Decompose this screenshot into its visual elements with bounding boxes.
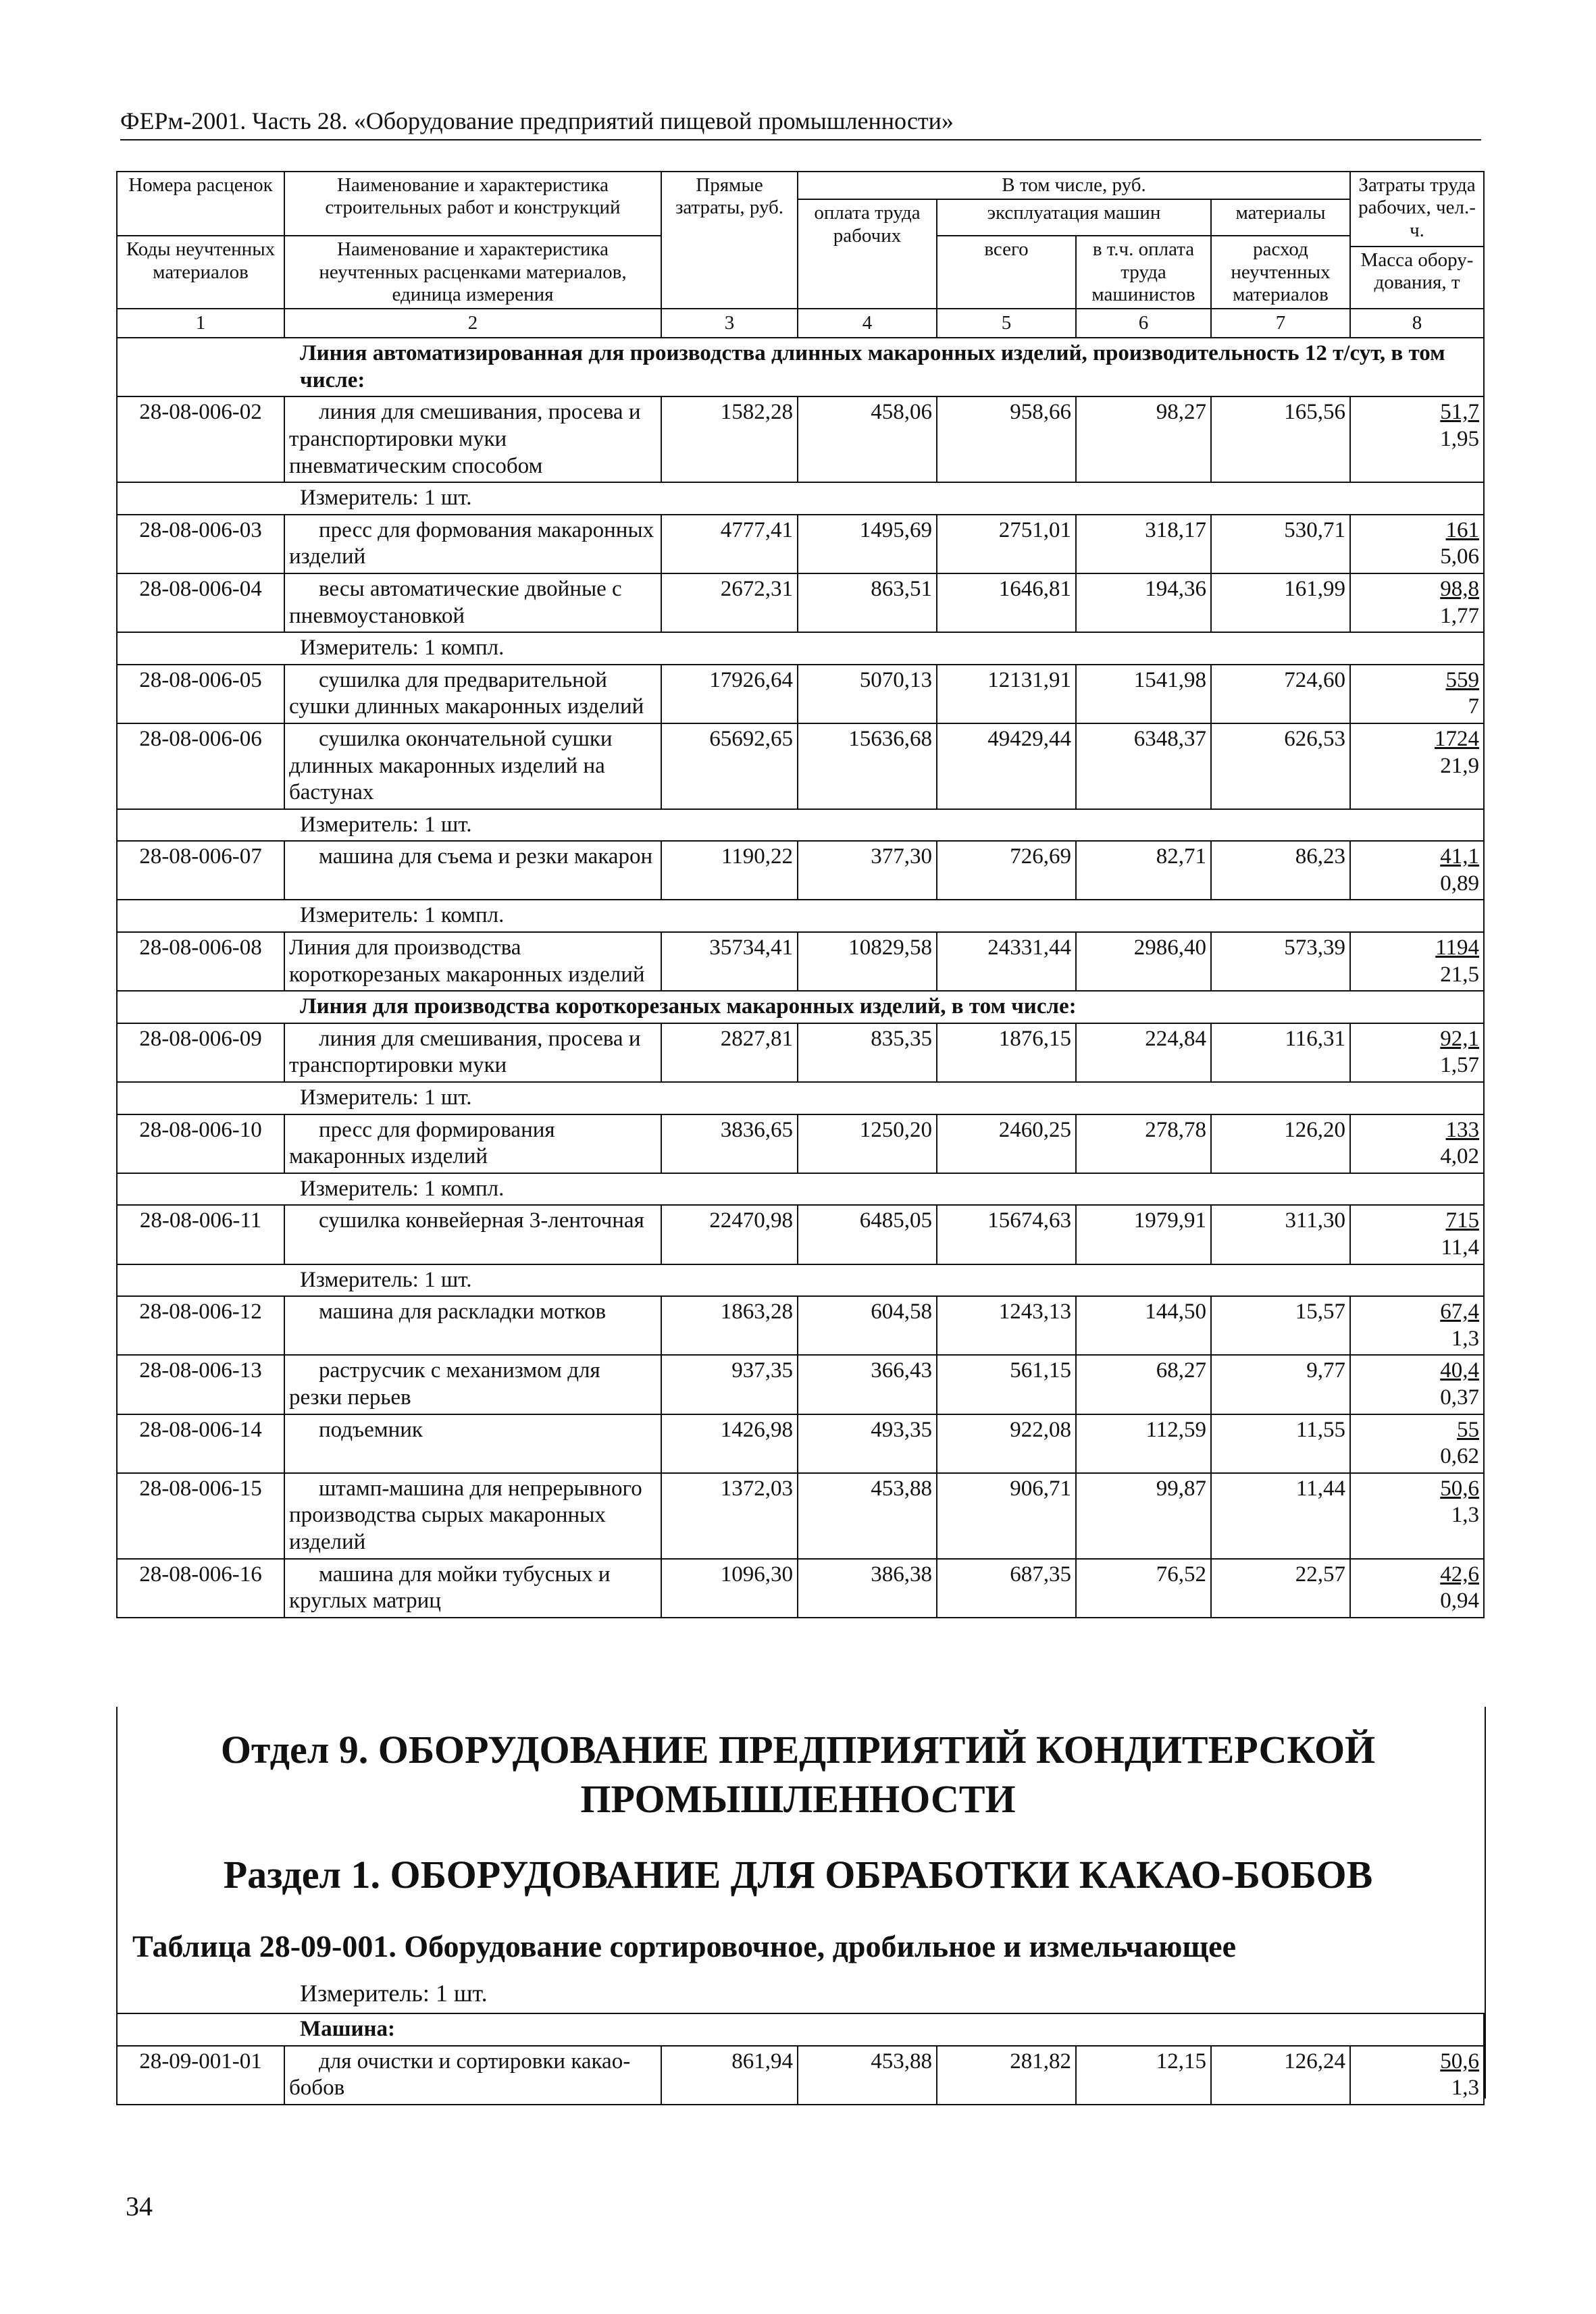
labor-costs: 67,4 — [1440, 1300, 1479, 1325]
table-row — [117, 1023, 1484, 1082]
department-heading: Отдел 9. ОБОРУДОВАНИЕ ПРЕДПРИЯТИЙ КОНДИТЕРСКОЙ ПРОМЫШЛЕННОСТИ — [220, 1728, 1376, 1821]
rate-name: линия для смешивания, просева и транспортировки муки пневматическим способом — [284, 396, 661, 482]
rate-name: линия для смешивания, просева и транспортировки муки — [284, 1023, 661, 1082]
machines-total: 958,66 — [937, 396, 1076, 482]
material-use: 573,39 — [1211, 932, 1350, 991]
machines-total: 15674,63 — [937, 1205, 1076, 1264]
labor-and-mass — [1350, 841, 1484, 900]
header-rate-numbers: Номера расценок — [117, 172, 284, 236]
machines-total: 2751,01 — [937, 515, 1076, 573]
material-use: 724,60 — [1211, 665, 1350, 723]
labor-costs: 1724 — [1435, 726, 1479, 751]
machines-total: 1243,13 — [937, 1296, 1076, 1355]
rate-name: машина для раскладки мотков — [284, 1296, 661, 1355]
worker-pay: 453,88 — [798, 1473, 937, 1559]
machinist-pay: 278,78 — [1076, 1114, 1211, 1173]
material-use: 126,20 — [1211, 1114, 1350, 1173]
labor-costs: 51,7 — [1440, 400, 1479, 425]
direct-costs: 1372,03 — [661, 1473, 798, 1559]
machinist-pay: 1979,91 — [1076, 1205, 1211, 1264]
direct-costs: 861,94 — [661, 2046, 798, 2105]
labor-costs: 41,1 — [1440, 844, 1479, 869]
machines-total: 922,08 — [937, 1414, 1076, 1473]
equipment-mass: 0,37 — [1440, 1385, 1479, 1410]
rate-name: Линия для производства короткорезаных макаронных изделий — [284, 932, 661, 991]
header-machinist-pay: в т.ч. оплата труда машинистов — [1076, 236, 1211, 309]
equipment-mass: 1,3 — [1451, 2076, 1480, 2101]
table-row — [117, 932, 1484, 991]
header-material-use: расход неучтенных материалов — [1211, 236, 1350, 309]
labor-and-mass — [1350, 515, 1484, 573]
direct-costs: 2827,81 — [661, 1023, 798, 1082]
machinist-pay: 194,36 — [1076, 573, 1211, 632]
header-material-codes: Коды неучтенных материалов — [117, 236, 284, 309]
worker-pay: 835,35 — [798, 1023, 937, 1082]
column-numbers-row — [117, 309, 1484, 338]
direct-costs: 2672,31 — [661, 573, 798, 632]
material-use: 11,55 — [1211, 1414, 1350, 1473]
rate-code: 28-08-006-13 — [117, 1355, 284, 1414]
worker-pay: 377,30 — [798, 841, 937, 900]
worker-pay: 366,43 — [798, 1355, 937, 1414]
table-title: Таблица 28-09-001. Оборудование сортировочное, дробильное и измельчающее — [132, 1929, 1237, 1963]
rate-name: для очистки и сортировки какао-бобов — [284, 2046, 661, 2105]
rate-code: 28-08-006-16 — [117, 1559, 284, 1618]
table-row — [117, 1114, 1484, 1173]
group-heading: Линия для производства короткорезаных макаронных изделий, в том числе: — [117, 991, 1484, 1023]
labor-and-mass — [1350, 2046, 1484, 2105]
machinist-pay: 99,87 — [1076, 1473, 1211, 1559]
rate-name: сушилка конвейерная 3-ленточная — [284, 1205, 661, 1264]
machines-total: 561,15 — [937, 1355, 1076, 1414]
labor-costs: 161 — [1445, 517, 1479, 542]
rate-code: 28-08-006-02 — [117, 396, 284, 482]
machinist-pay: 76,52 — [1076, 1559, 1211, 1618]
worker-pay: 6485,05 — [798, 1205, 937, 1264]
table-row — [117, 841, 1484, 900]
machines-total: 24331,44 — [937, 932, 1076, 991]
group-row — [117, 2013, 1484, 2046]
worker-pay: 10829,58 — [798, 932, 937, 991]
labor-and-mass — [1350, 1414, 1484, 1473]
rate-code: 28-08-006-14 — [117, 1414, 284, 1473]
column-number: 8 — [1350, 309, 1484, 338]
machines-total: 906,71 — [937, 1473, 1076, 1559]
machinist-pay: 224,84 — [1076, 1023, 1211, 1082]
labor-costs: 133 — [1445, 1117, 1479, 1142]
machines-total: 49429,44 — [937, 723, 1076, 809]
measure-label: Измеритель: 1 шт. — [117, 1264, 1484, 1297]
rate-code: 28-08-006-12 — [117, 1296, 284, 1355]
measure-row — [117, 809, 1484, 842]
worker-pay: 1250,20 — [798, 1114, 937, 1173]
rate-code: 28-09-001-01 — [117, 2046, 284, 2105]
direct-costs: 1863,28 — [661, 1296, 798, 1355]
group-heading-row — [117, 338, 1484, 396]
header-labor-costs: Затраты труда рабочих, чел.-ч. — [1350, 172, 1484, 247]
rate-code: 28-08-006-15 — [117, 1473, 284, 1559]
labor-and-mass — [1350, 396, 1484, 482]
table-row — [117, 1559, 1484, 1618]
direct-costs: 1582,28 — [661, 396, 798, 482]
material-use: 126,24 — [1211, 2046, 1350, 2105]
machinist-pay: 2986,40 — [1076, 932, 1211, 991]
material-use: 15,57 — [1211, 1296, 1350, 1355]
cocoa-equipment-table — [116, 2013, 1485, 2105]
measure-row — [117, 1082, 1484, 1114]
labor-costs: 92,1 — [1440, 1026, 1479, 1051]
labor-and-mass — [1350, 1473, 1484, 1559]
table-row — [117, 396, 1484, 482]
worker-pay: 5070,13 — [798, 665, 937, 723]
table-row — [117, 573, 1484, 632]
rate-code: 28-08-006-07 — [117, 841, 284, 900]
rate-name: сушилка окончательной сушки длинных макаронных изделий на бастунах — [284, 723, 661, 809]
machines-total: 281,82 — [937, 2046, 1076, 2105]
machines-total: 12131,91 — [937, 665, 1076, 723]
table-row — [117, 665, 1484, 723]
measure-label: Измеритель: 1 компл. — [117, 900, 1484, 932]
running-header: ФЕРм-2001. Часть 28. «Оборудование предприятий пищевой промышленности» — [120, 107, 1481, 140]
equipment-mass: 7 — [1468, 694, 1479, 719]
labor-costs: 55 — [1457, 1417, 1479, 1442]
rate-name: пресс для формования макаронных изделий — [284, 515, 661, 573]
measure-label: Измеритель: 1 шт. — [117, 809, 1484, 842]
group-heading-row — [117, 991, 1484, 1023]
labor-and-mass — [1350, 1205, 1484, 1264]
equipment-mass: 1,3 — [1451, 1326, 1479, 1351]
labor-and-mass — [1350, 665, 1484, 723]
direct-costs: 22470,98 — [661, 1205, 798, 1264]
header-machines: эксплуатация машин — [937, 199, 1211, 236]
equipment-mass: 0,62 — [1440, 1444, 1479, 1469]
measure-label: Измеритель: 1 шт. — [117, 1082, 1484, 1114]
machines-total: 687,35 — [937, 1559, 1076, 1618]
page-number: 34 — [126, 2191, 153, 2221]
machinist-pay: 12,15 — [1076, 2046, 1211, 2105]
direct-costs: 17926,64 — [661, 665, 798, 723]
measure-label: Измеритель: 1 шт. — [300, 1980, 488, 2007]
labor-and-mass — [1350, 573, 1484, 632]
rate-name: машина для мойки тубусных и круглых матриц — [284, 1559, 661, 1618]
rate-name: весы автоматические двойные с пневмоустановкой — [284, 573, 661, 632]
header-direct-costs: Прямые затраты, руб. — [661, 172, 798, 309]
column-number: 3 — [661, 309, 798, 338]
table-row — [117, 1473, 1484, 1559]
column-number: 2 — [284, 309, 661, 338]
labor-costs: 50,6 — [1440, 2049, 1480, 2074]
labor-costs: 50,6 — [1440, 1476, 1479, 1501]
rate-code: 28-08-006-09 — [117, 1023, 284, 1082]
rate-code: 28-08-006-03 — [117, 515, 284, 573]
worker-pay: 493,35 — [798, 1414, 937, 1473]
header-including: В том числе, руб. — [798, 172, 1350, 199]
direct-costs: 35734,41 — [661, 932, 798, 991]
equipment-mass: 5,06 — [1440, 544, 1479, 569]
labor-costs: 40,4 — [1440, 1358, 1479, 1383]
measure-row — [117, 482, 1484, 515]
measure-row — [117, 632, 1484, 665]
machinist-pay: 318,17 — [1076, 515, 1211, 573]
rate-name: раструсчик с механизмом для резки перьев — [284, 1355, 661, 1414]
material-use: 311,30 — [1211, 1205, 1350, 1264]
header-row-1 — [117, 172, 1484, 199]
labor-and-mass — [1350, 1023, 1484, 1082]
rate-name: пресс для формирования макаронных изделий — [284, 1114, 661, 1173]
labor-costs: 559 — [1445, 667, 1479, 692]
measure-row — [117, 1264, 1484, 1297]
measure-row — [117, 900, 1484, 932]
worker-pay: 458,06 — [798, 396, 937, 482]
equipment-mass: 0,94 — [1440, 1589, 1479, 1614]
rates-table — [116, 171, 1485, 1618]
header-equipment-mass: Масса обору-дования, т — [1350, 247, 1484, 309]
table-row — [117, 2046, 1484, 2105]
equipment-mass: 1,77 — [1440, 603, 1479, 628]
machinist-pay: 1541,98 — [1076, 665, 1211, 723]
material-use: 116,31 — [1211, 1023, 1350, 1082]
direct-costs: 1426,98 — [661, 1414, 798, 1473]
measure-label: Измеритель: 1 компл. — [117, 1173, 1484, 1206]
labor-costs: 42,6 — [1440, 1562, 1479, 1587]
direct-costs: 1190,22 — [661, 841, 798, 900]
worker-pay: 453,88 — [798, 2046, 937, 2105]
equipment-mass: 1,57 — [1440, 1053, 1479, 1078]
machinist-pay: 6348,37 — [1076, 723, 1211, 809]
rate-name: подъемник — [284, 1414, 661, 1473]
machines-total: 726,69 — [937, 841, 1076, 900]
equipment-mass: 11,4 — [1441, 1235, 1479, 1260]
column-number: 7 — [1211, 309, 1350, 338]
machines-total: 1646,81 — [937, 573, 1076, 632]
column-number: 4 — [798, 309, 937, 338]
table-row — [117, 723, 1484, 809]
equipment-mass: 21,9 — [1440, 753, 1479, 778]
material-use: 530,71 — [1211, 515, 1350, 573]
measure-label: Измеритель: 1 компл. — [117, 632, 1484, 665]
direct-costs: 3836,65 — [661, 1114, 798, 1173]
equipment-mass: 4,02 — [1440, 1144, 1479, 1169]
rate-code: 28-08-006-05 — [117, 665, 284, 723]
header-worker-pay: оплата труда рабочих — [798, 199, 937, 309]
rate-code: 28-08-006-11 — [117, 1205, 284, 1264]
labor-and-mass — [1350, 1559, 1484, 1618]
table-row — [117, 1414, 1484, 1473]
worker-pay: 15636,68 — [798, 723, 937, 809]
equipment-mass: 1,3 — [1451, 1503, 1479, 1528]
group-heading: Линия автоматизированная для производства длинных макаронных изделий, производительность 12 т/сут, в том числе: — [117, 338, 1484, 396]
material-use: 161,99 — [1211, 573, 1350, 632]
machinist-pay: 68,27 — [1076, 1355, 1211, 1414]
labor-and-mass — [1350, 1355, 1484, 1414]
labor-and-mass — [1350, 723, 1484, 809]
measure-label: Измеритель: 1 шт. — [117, 482, 1484, 515]
machinist-pay: 112,59 — [1076, 1414, 1211, 1473]
header-machines-total: всего — [937, 236, 1076, 309]
rate-name: сушилка для предварительной сушки длинных макаронных изделий — [284, 665, 661, 723]
group-label: Машина: — [117, 2013, 1484, 2046]
header-material-name: Наименование и характеристика неучтенных расценками материалов, единица измерения — [284, 236, 661, 309]
table-row — [117, 1355, 1484, 1414]
labor-costs: 715 — [1445, 1208, 1479, 1233]
direct-costs: 65692,65 — [661, 723, 798, 809]
labor-costs: 1194 — [1435, 935, 1479, 960]
equipment-mass: 1,95 — [1440, 426, 1479, 451]
machinist-pay: 98,27 — [1076, 396, 1211, 482]
labor-and-mass — [1350, 1114, 1484, 1173]
direct-costs: 937,35 — [661, 1355, 798, 1414]
column-number: 5 — [937, 309, 1076, 338]
equipment-mass: 0,89 — [1440, 871, 1479, 896]
worker-pay: 386,38 — [798, 1559, 937, 1618]
worker-pay: 604,58 — [798, 1296, 937, 1355]
rate-code: 28-08-006-06 — [117, 723, 284, 809]
machinist-pay: 144,50 — [1076, 1296, 1211, 1355]
material-use: 9,77 — [1211, 1355, 1350, 1414]
material-use: 626,53 — [1211, 723, 1350, 809]
section-heading: Раздел 1. ОБОРУДОВАНИЕ ДЛЯ ОБРАБОТКИ КАКАО-БОБОВ — [223, 1853, 1373, 1897]
rate-code: 28-08-006-10 — [117, 1114, 284, 1173]
direct-costs: 1096,30 — [661, 1559, 798, 1618]
table-row — [117, 1205, 1484, 1264]
equipment-mass: 21,5 — [1440, 962, 1479, 987]
rate-code: 28-08-006-04 — [117, 573, 284, 632]
material-use: 22,57 — [1211, 1559, 1350, 1618]
direct-costs: 4777,41 — [661, 515, 798, 573]
labor-costs: 98,8 — [1440, 576, 1479, 601]
labor-and-mass — [1350, 1296, 1484, 1355]
worker-pay: 863,51 — [798, 573, 937, 632]
measure-row — [117, 1173, 1484, 1206]
header-work-name: Наименование и характеристика строительных работ и конструкций — [284, 172, 661, 236]
table-row — [117, 1296, 1484, 1355]
rate-code: 28-08-006-08 — [117, 932, 284, 991]
column-number: 1 — [117, 309, 284, 338]
material-use: 86,23 — [1211, 841, 1350, 900]
rate-name: машина для съема и резки макарон — [284, 841, 661, 900]
labor-and-mass — [1350, 932, 1484, 991]
material-use: 165,56 — [1211, 396, 1350, 482]
material-use: 11,44 — [1211, 1473, 1350, 1559]
column-number: 6 — [1076, 309, 1211, 338]
header-materials: материалы — [1211, 199, 1350, 236]
machines-total: 2460,25 — [937, 1114, 1076, 1173]
table-row — [117, 515, 1484, 573]
worker-pay: 1495,69 — [798, 515, 937, 573]
rate-name: штамп-машина для непрерывного производства сырых макаронных изделий — [284, 1473, 661, 1559]
machinist-pay: 82,71 — [1076, 841, 1211, 900]
machines-total: 1876,15 — [937, 1023, 1076, 1082]
